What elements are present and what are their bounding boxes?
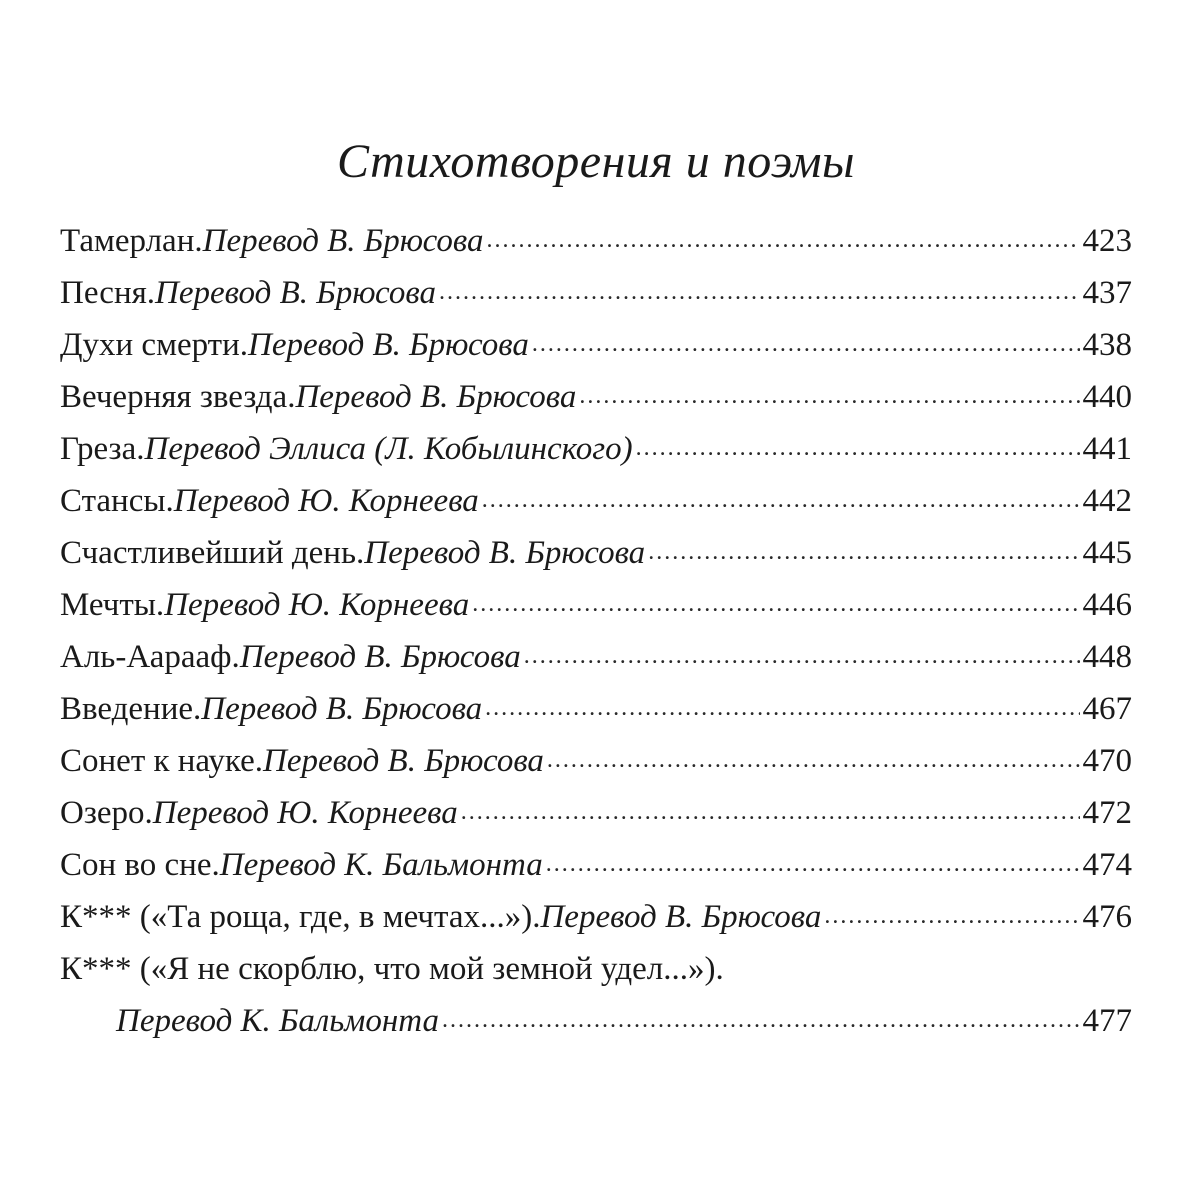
toc-entry[interactable] xyxy=(60,423,1132,475)
entry-title: К*** («Я не скорблю, что мой земной удел...»). xyxy=(60,951,724,987)
entry-page-number: 442 xyxy=(1082,483,1132,519)
toc-entry[interactable] xyxy=(60,683,1132,735)
dot-leader xyxy=(532,318,1080,370)
dot-leader xyxy=(485,682,1079,734)
entry-page-number: 470 xyxy=(1082,743,1132,779)
toc-entry[interactable] xyxy=(60,215,1132,267)
entry-page-number: 448 xyxy=(1082,639,1132,675)
section-title: Стихотворения и поэмы xyxy=(336,135,856,188)
entry-title: Мечты. xyxy=(60,587,165,623)
entry-title: Тамерлан. xyxy=(60,223,203,259)
dot-leader xyxy=(524,630,1080,682)
toc-entry[interactable] xyxy=(60,891,1132,943)
entry-translator: Перевод В. Брюсова xyxy=(540,899,822,935)
entry-title: Стансы. xyxy=(60,483,174,519)
dot-leader xyxy=(547,734,1080,786)
entry-title: Сонет к науке. xyxy=(60,743,264,779)
entry-title: Духи смерти. xyxy=(60,327,248,363)
entry-title: Аль-Аарааф. xyxy=(60,639,240,675)
toc-entry[interactable] xyxy=(60,943,1132,1047)
entry-title: Озеро. xyxy=(60,795,153,831)
dot-leader xyxy=(636,422,1080,474)
entry-title: Счастливейший день. xyxy=(60,535,365,571)
entry-page-number: 438 xyxy=(1082,327,1132,363)
entry-title: Вечерняя звезда. xyxy=(60,379,296,415)
entry-page-number: 474 xyxy=(1082,847,1132,883)
entry-translator: Перевод Ю. Корнеева xyxy=(164,587,470,623)
entry-translator: Перевод В. Брюсова xyxy=(201,691,483,727)
entry-title: К*** («Та роща, где, в мечтах...»). xyxy=(60,899,541,935)
entry-page-number: 440 xyxy=(1082,379,1132,415)
dot-leader xyxy=(648,526,1079,578)
entry-translator: Перевод В. Брюсова xyxy=(295,379,577,415)
entry-translator: Перевод К. Бальмонта xyxy=(116,1003,439,1039)
toc-entry[interactable] xyxy=(60,267,1132,319)
entry-translator: Перевод В. Брюсова xyxy=(263,743,544,779)
dot-leader xyxy=(439,266,1080,318)
dot-leader xyxy=(824,890,1079,942)
dot-leader xyxy=(546,838,1080,890)
toc-entry[interactable] xyxy=(60,475,1132,527)
dot-leader xyxy=(461,786,1080,838)
entry-translator: Перевод В. Брюсова xyxy=(239,639,521,675)
dot-leader xyxy=(442,994,1080,1046)
table-of-contents xyxy=(60,215,1132,1047)
entry-page-number: 446 xyxy=(1082,587,1132,623)
toc-entry[interactable] xyxy=(60,631,1132,683)
entry-page-number: 437 xyxy=(1082,275,1132,311)
entry-translator: Перевод Эллиса (Л. Кобылинского) xyxy=(144,431,633,467)
entry-translator: Перевод К. Бальмонта xyxy=(219,847,543,883)
toc-entry[interactable] xyxy=(60,371,1132,423)
entry-page-number: 441 xyxy=(1082,431,1132,467)
dot-leader xyxy=(487,214,1080,266)
toc-entry[interactable] xyxy=(60,787,1132,839)
entry-page-number: 476 xyxy=(1082,899,1132,935)
entry-page-number: 423 xyxy=(1082,223,1132,259)
entry-translator: Перевод В. Брюсова xyxy=(364,535,646,571)
entry-translator: Перевод Ю. Корнеева xyxy=(152,795,458,831)
entry-page-number: 467 xyxy=(1082,691,1132,727)
toc-entry[interactable] xyxy=(60,319,1132,371)
entry-title: Введение. xyxy=(60,691,202,727)
entry-title: Греза. xyxy=(60,431,145,467)
toc-entry[interactable] xyxy=(60,579,1132,631)
dot-leader xyxy=(482,474,1080,526)
entry-translator: Перевод Ю. Корнеева xyxy=(173,483,479,519)
toc-entry[interactable] xyxy=(60,839,1132,891)
entry-translator: Перевод В. Брюсова xyxy=(202,223,484,259)
entry-title: Сон во сне. xyxy=(60,847,220,883)
entry-page-number: 472 xyxy=(1082,795,1132,831)
dot-leader xyxy=(472,578,1079,630)
entry-page-number: 477 xyxy=(1082,1003,1132,1039)
entry-page-number: 445 xyxy=(1082,535,1132,571)
entry-translator: Перевод В. Брюсова xyxy=(248,327,529,363)
dot-leader xyxy=(579,370,1079,422)
toc-entry[interactable] xyxy=(60,527,1132,579)
toc-entry[interactable] xyxy=(60,735,1132,787)
entry-title: Песня. xyxy=(60,275,156,311)
entry-translator: Перевод В. Брюсова xyxy=(155,275,436,311)
